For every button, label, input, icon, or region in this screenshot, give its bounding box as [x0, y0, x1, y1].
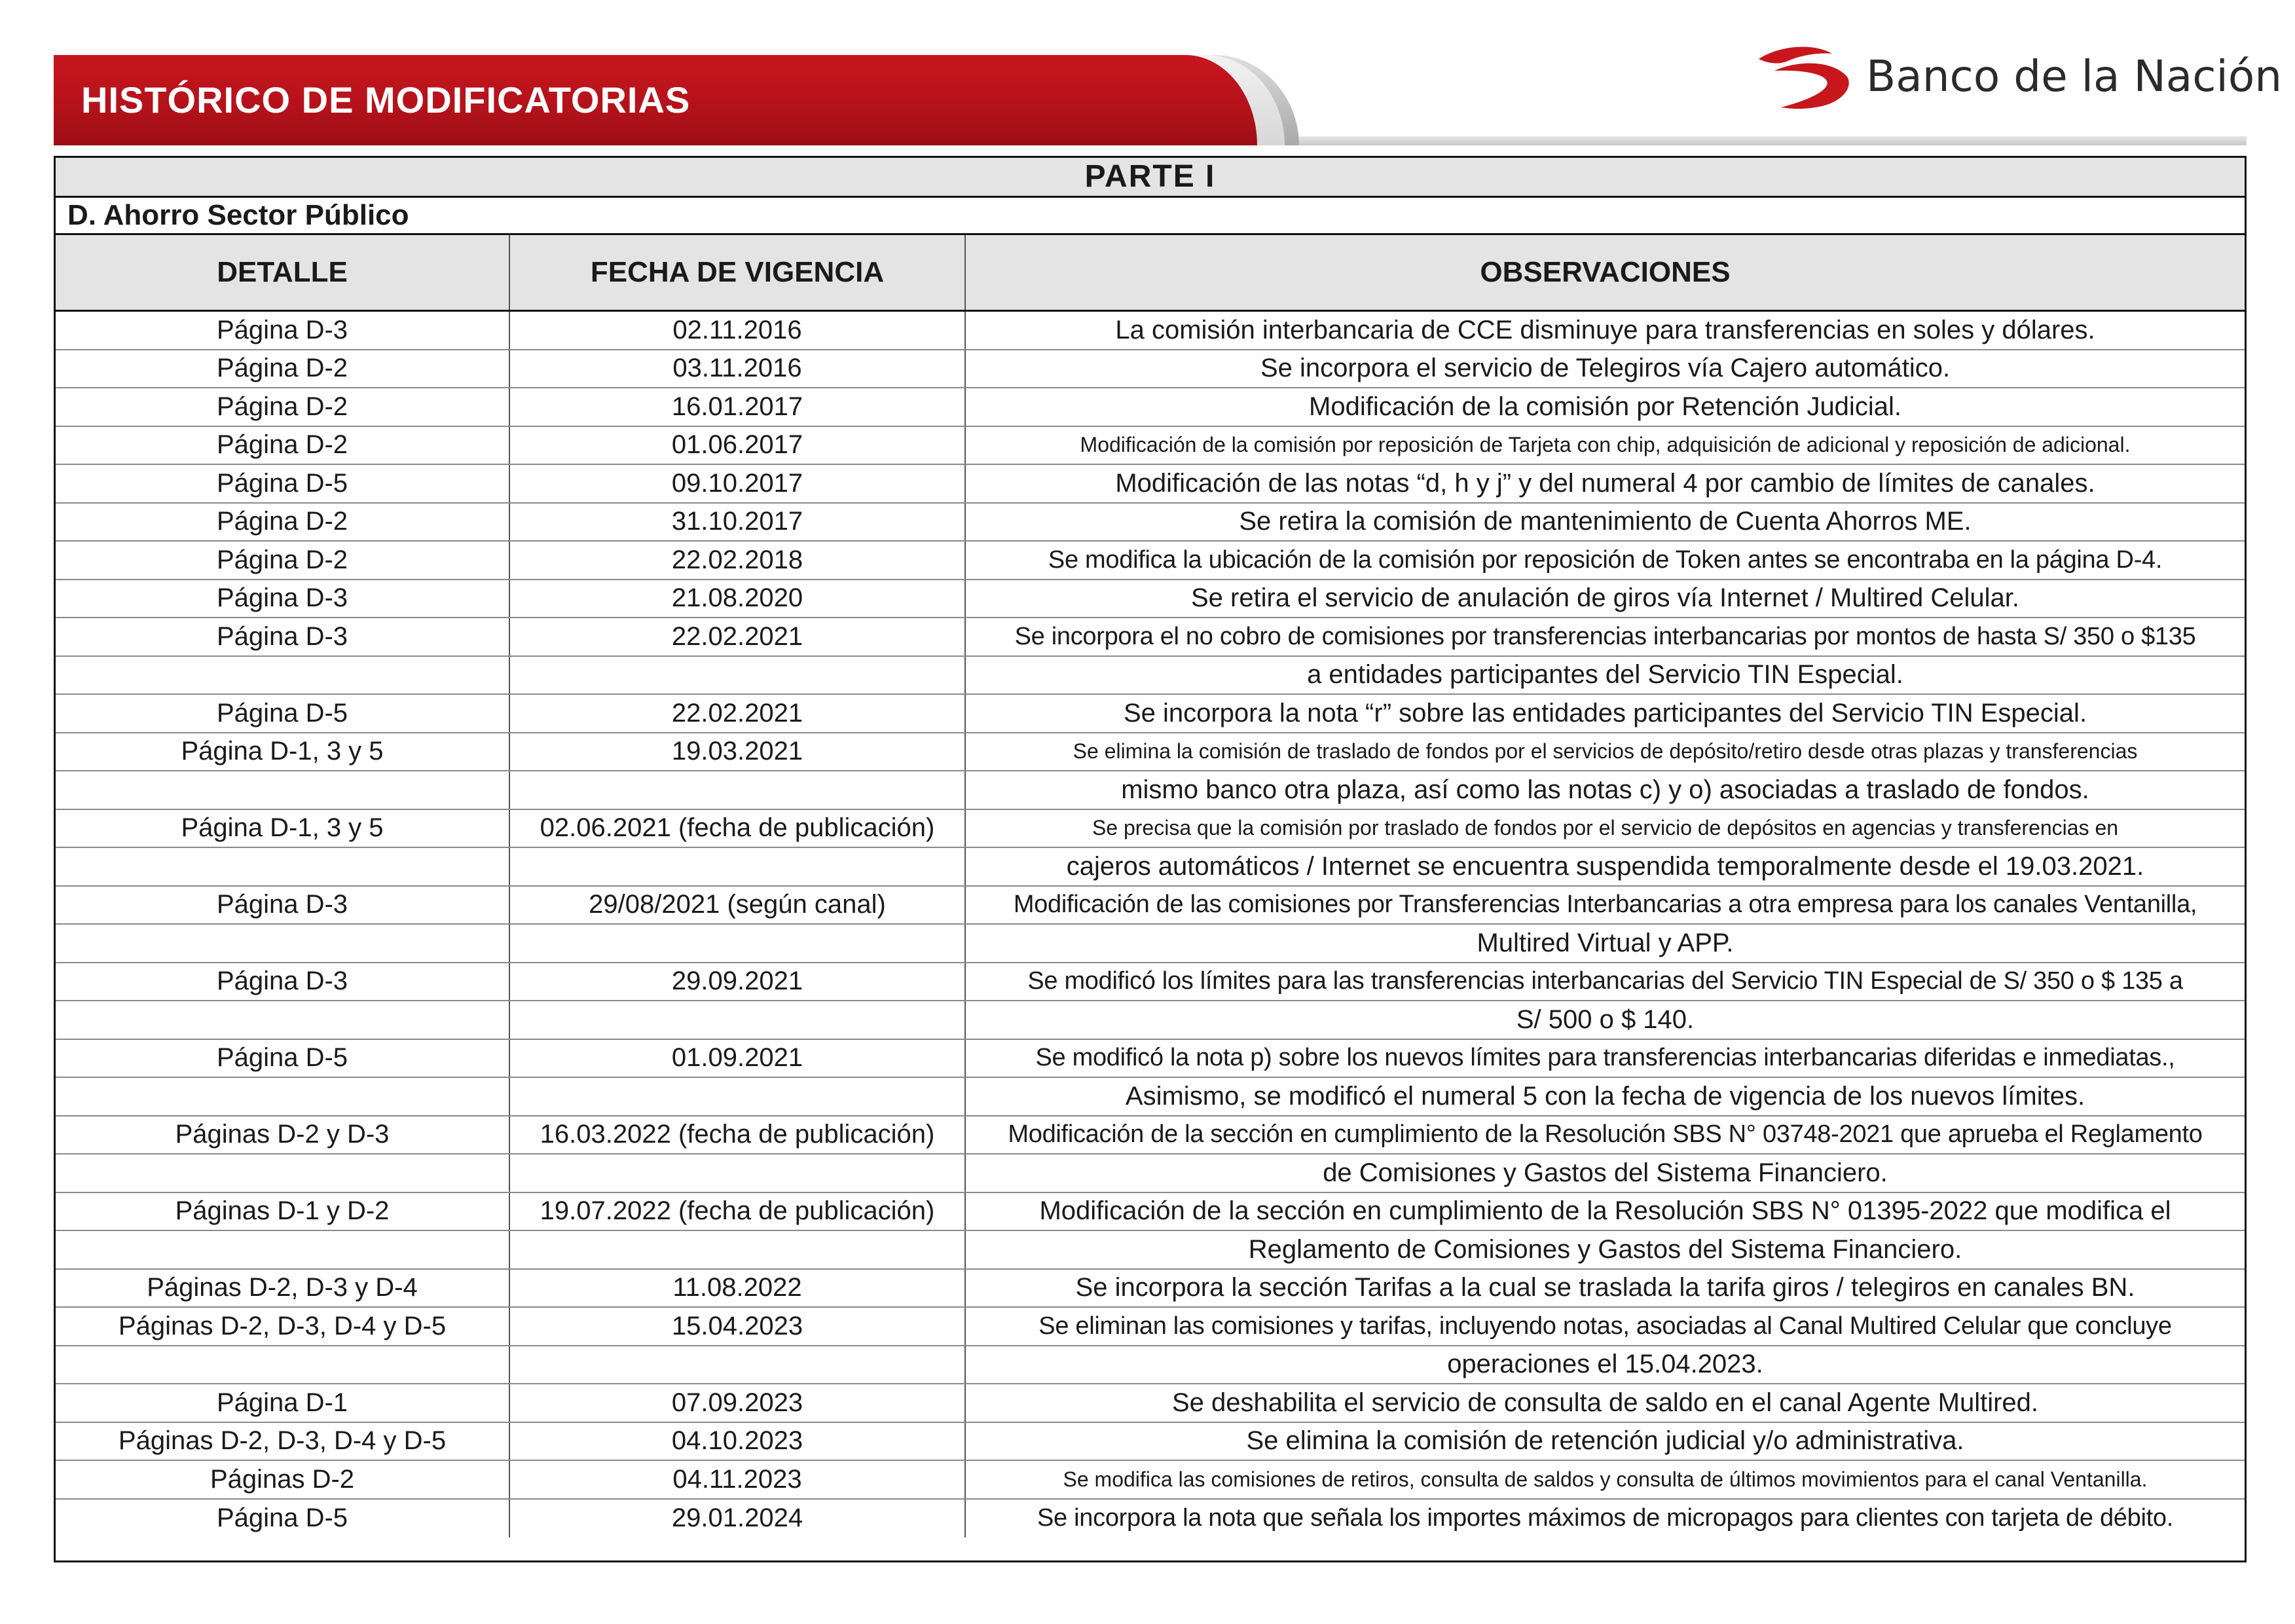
table-row	[56, 427, 2245, 466]
cell-fecha: 16.01.2017	[510, 388, 966, 426]
cell-observaciones: Se modificó los límites para las transferencias interbancarias del Servicio TIN Especial de S/ 350 o $ 135 a	[1027, 967, 2183, 995]
table-row	[56, 350, 2245, 389]
cell-observaciones: Se incorpora el servicio de Telegiros vía Cajero automático.	[1260, 354, 1951, 383]
cell-detalle: Página D-5	[56, 1040, 510, 1077]
part-title: PARTE I	[56, 158, 2245, 198]
cell-detalle	[56, 657, 510, 694]
table-row	[56, 1231, 2245, 1270]
cell-fecha	[510, 771, 966, 809]
cell-fecha: 29.01.2024	[510, 1500, 966, 1538]
cell-detalle	[56, 1001, 510, 1039]
bank-logo-text: Banco de la Nación	[1866, 51, 2283, 101]
cell-observaciones: Se incorpora la nota “r” sobre las entidades participantes del Servicio TIN Especial.	[1123, 698, 2087, 728]
table-row	[56, 771, 2245, 810]
cell-observaciones: Se incorpora la sección Tarifas a la cual se traslada la tarifa giros / telegiros en canales BN.	[1075, 1273, 2135, 1302]
table-row	[56, 848, 2245, 887]
cell-observaciones: Asimismo, se modificó el numeral 5 con la fecha de vigencia de los nuevos límites.	[1125, 1081, 2085, 1111]
cell-fecha	[510, 1154, 966, 1192]
cell-detalle	[56, 925, 510, 962]
cell-fecha	[510, 925, 966, 962]
cell-observaciones: Se retira el servicio de anulación de giros vía Internet / Multired Celular.	[1190, 583, 2020, 613]
table-row	[56, 657, 2245, 695]
page-header	[0, 0, 2295, 151]
cell-fecha: 01.09.2021	[510, 1040, 966, 1077]
table-row	[56, 1193, 2245, 1232]
table-row	[56, 580, 2245, 619]
cell-fecha	[510, 1001, 966, 1039]
table-row	[56, 1078, 2245, 1116]
table-row	[56, 1308, 2245, 1346]
header-rule	[1299, 136, 2247, 145]
cell-fecha: 04.11.2023	[510, 1461, 966, 1498]
cell-detalle: Página D-3	[56, 887, 510, 924]
cell-observaciones: Reglamento de Comisiones y Gastos del Sistema Financiero.	[1248, 1234, 1962, 1264]
cell-detalle: Páginas D-2, D-3, D-4 y D-5	[56, 1423, 510, 1460]
cell-detalle: Página D-3	[56, 580, 510, 618]
table-row	[56, 887, 2245, 925]
cell-observaciones: Se modifica la ubicación de la comisión por reposición de Token antes se encontraba en la página D-4.	[1048, 545, 2163, 574]
cell-detalle: Páginas D-2, D-3, D-4 y D-5	[56, 1308, 510, 1345]
cell-detalle: Página D-5	[56, 1500, 510, 1538]
table-row	[56, 1423, 2245, 1462]
table-row	[56, 925, 2245, 963]
cell-detalle: Páginas D-2 y D-3	[56, 1116, 510, 1154]
cell-detalle: Página D-1, 3 y 5	[56, 810, 510, 847]
cell-fecha: 22.02.2021	[510, 695, 966, 732]
cell-detalle	[56, 848, 510, 885]
table-row	[56, 1116, 2245, 1155]
cell-detalle: Página D-1, 3 y 5	[56, 733, 510, 771]
cell-observaciones: Se precisa que la comisión por traslado de fondos por el servicio de depósitos en agencias y transferencias en	[1092, 816, 2119, 840]
column-header-fecha: FECHA DE VIGENCIA	[510, 235, 966, 310]
cell-observaciones: Se retira la comisión de mantenimiento de Cuenta Ahorros ME.	[1239, 507, 1972, 536]
table-row	[56, 1346, 2245, 1385]
cell-fecha: 21.08.2020	[510, 580, 966, 618]
cell-detalle	[56, 1078, 510, 1115]
cell-observaciones: a entidades participantes del Servicio TIN Especial.	[1307, 660, 1903, 690]
cell-observaciones: Se deshabilita el servicio de consulta de saldo en el canal Agente Multired.	[1171, 1388, 2039, 1417]
cell-detalle: Página D-1	[56, 1384, 510, 1422]
table-row	[56, 1001, 2245, 1040]
cell-detalle: Página D-2	[56, 542, 510, 579]
table-row	[56, 1384, 2245, 1423]
table-row	[56, 1154, 2245, 1193]
cell-observaciones: Se incorpora la nota que señala los importes máximos de micropagos para clientes con tarjeta de débito.	[1037, 1504, 2173, 1532]
cell-observaciones: S/ 500 o $ 140.	[1516, 1005, 1695, 1034]
cell-fecha	[510, 657, 966, 694]
table-row	[56, 810, 2245, 849]
cell-fecha: 11.08.2022	[510, 1270, 966, 1307]
cell-observaciones: Modificación de las comisiones por Transferencias Interbancarias a otra empresa para los canales Ventanilla,	[1013, 891, 2197, 919]
cell-detalle: Páginas D-2	[56, 1461, 510, 1498]
cell-observaciones: mismo banco otra plaza, así como las notas c) y o) asociadas a traslado de fondos.	[1121, 775, 2089, 804]
cell-detalle: Página D-2	[56, 388, 510, 426]
column-header-detalle: DETALLE	[56, 235, 510, 310]
cell-fecha: 01.06.2017	[510, 427, 966, 464]
cell-observaciones: Se elimina la comisión de retención judicial y/o administrativa.	[1246, 1426, 1964, 1456]
table-row	[56, 695, 2245, 733]
cell-detalle: Páginas D-1 y D-2	[56, 1193, 510, 1230]
column-header-observaciones: OBSERVACIONES	[1480, 256, 1731, 288]
cell-detalle: Página D-2	[56, 350, 510, 388]
cell-observaciones: La comisión interbancaria de CCE disminuye para transferencias en soles y dólares.	[1115, 315, 2095, 344]
cell-fecha: 07.09.2023	[510, 1384, 966, 1422]
cell-detalle	[56, 1154, 510, 1192]
cell-fecha: 31.10.2017	[510, 504, 966, 541]
cell-observaciones: Se modifica las comisiones de retiros, consulta de saldos y consulta de últimos movimientos para el canal Ventanilla.	[1063, 1467, 2148, 1491]
cell-detalle: Página D-3	[56, 312, 510, 349]
cell-observaciones: cajeros automáticos / Internet se encuentra suspendida temporalmente desde el 19.03.2021.	[1066, 851, 2144, 881]
cell-fecha: 02.11.2016	[510, 312, 966, 349]
table-body	[56, 312, 2245, 1538]
cell-observaciones: Se incorpora el no cobro de comisiones por transferencias interbancarias por montos de hasta S/ 350 o $135	[1014, 622, 2196, 650]
cell-fecha: 29/08/2021 (según canal)	[510, 887, 966, 924]
cell-fecha: 22.02.2021	[510, 618, 966, 655]
section-title: D. Ahorro Sector Público	[56, 198, 2245, 235]
table-row	[56, 1461, 2245, 1500]
cell-fecha	[510, 1078, 966, 1115]
cell-detalle: Página D-5	[56, 695, 510, 732]
table-row	[56, 618, 2245, 657]
table-row	[56, 312, 2245, 350]
page-title: HISTÓRICO DE MODIFICATORIAS	[81, 79, 691, 120]
bank-logo-icon	[1755, 39, 1860, 118]
cell-fecha: 15.04.2023	[510, 1308, 966, 1345]
table-row	[56, 963, 2245, 1002]
cell-observaciones: Modificación de la sección en cumplimiento de la Resolución SBS N° 03748-2021 que aprueba el Reglamento	[1008, 1120, 2203, 1149]
modifications-table	[54, 156, 2247, 1562]
cell-fecha	[510, 848, 966, 885]
cell-detalle: Página D-3	[56, 618, 510, 655]
cell-fecha: 04.10.2023	[510, 1423, 966, 1460]
cell-detalle: Página D-2	[56, 427, 510, 464]
cell-observaciones: Se eliminan las comisiones y tarifas, incluyendo notas, asociadas al Canal Multired Celular que concluye	[1038, 1312, 2172, 1340]
cell-fecha: 03.11.2016	[510, 350, 966, 388]
bank-logo	[1755, 39, 2283, 124]
cell-detalle: Páginas D-2, D-3 y D-4	[56, 1270, 510, 1307]
table-row	[56, 465, 2245, 504]
cell-detalle: Página D-3	[56, 963, 510, 1001]
cell-observaciones: operaciones el 15.04.2023.	[1447, 1350, 1763, 1379]
cell-observaciones: Modificación de la comisión por reposición de Tarjeta con chip, adquisición de adicional y reposición de adicional.	[1080, 433, 2131, 457]
cell-fecha: 22.02.2018	[510, 542, 966, 579]
table-row	[56, 388, 2245, 427]
cell-fecha: 19.03.2021	[510, 733, 966, 771]
cell-fecha	[510, 1231, 966, 1268]
table-row	[56, 504, 2245, 542]
cell-detalle: Página D-2	[56, 504, 510, 541]
cell-detalle	[56, 1231, 510, 1268]
cell-detalle	[56, 771, 510, 809]
cell-fecha	[510, 1346, 966, 1384]
cell-observaciones: de Comisiones y Gastos del Sistema Financiero.	[1323, 1158, 1888, 1187]
table-row	[56, 1500, 2245, 1538]
cell-observaciones: Modificación de las notas “d, h y j” y del numeral 4 por cambio de límites de canales.	[1115, 468, 2095, 498]
cell-observaciones: Modificación de la comisión por Retención Judicial.	[1309, 392, 1901, 421]
cell-fecha: 29.09.2021	[510, 963, 966, 1001]
cell-fecha: 09.10.2017	[510, 465, 966, 502]
table-row	[56, 1270, 2245, 1308]
cell-fecha: 02.06.2021 (fecha de publicación)	[510, 810, 966, 847]
cell-fecha: 16.03.2022 (fecha de publicación)	[510, 1116, 966, 1154]
cell-detalle	[56, 1346, 510, 1384]
table-row	[56, 733, 2245, 772]
cell-observaciones: Multired Virtual y APP.	[1477, 928, 1734, 957]
table-row	[56, 542, 2245, 580]
cell-observaciones: Se modificó la nota p) sobre los nuevos límites para transferencias interbancarias diferidas e inmediatas.,	[1035, 1044, 2175, 1072]
cell-observaciones: Modificación de la sección en cumplimiento de la Resolución SBS N° 01395-2022 que modifica el	[1039, 1196, 2171, 1226]
table-header-row	[56, 235, 2245, 312]
cell-fecha: 19.07.2022 (fecha de publicación)	[510, 1193, 966, 1230]
cell-observaciones: Se elimina la comisión de traslado de fondos por el servicios de depósito/retiro desde otras plazas y transferencias	[1073, 739, 2138, 764]
table-row	[56, 1040, 2245, 1079]
cell-detalle: Página D-5	[56, 465, 510, 502]
